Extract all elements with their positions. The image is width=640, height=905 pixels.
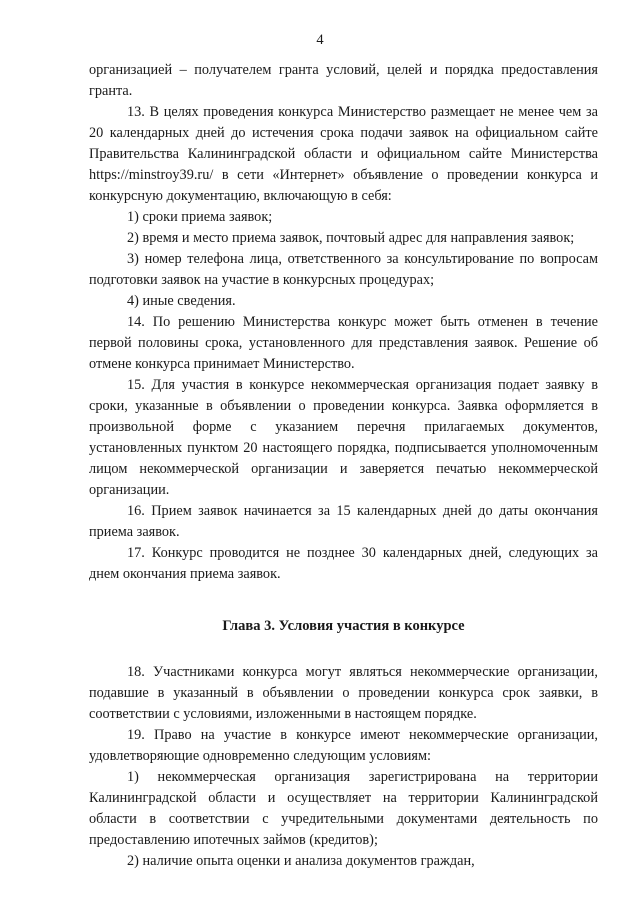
paragraph-p13-3: 3) номер телефона лица, ответственного за консультирование по вопросам подготовки заявок на участие в конкурсных процедурах; xyxy=(89,251,598,288)
paragraph-p15: 15. Для участия в конкурсе некоммерческая организация подает заявку в сроки, указанные в объявлении о проведении конкурса. Заявка оформляется в произвольной форме с указанием перечня прилагаемых документов, установленных пунктом 20 настоящего порядка, подписывается уполномоченным лицом некоммерческой организации и заверяется печатью некоммерческой организации. xyxy=(89,377,598,498)
paragraph-p17: 17. Конкурс проводится не позднее 30 календарных дней, следующих за днем окончания приема заявок. xyxy=(89,545,598,582)
paragraph-p14: 14. По решению Министерства конкурс может быть отменен в течение первой половины срока, установленного для представления заявок. Решение об отмене конкурса принимает Министерство. xyxy=(89,314,598,372)
paragraph-p-cont: организацией – получателем гранта условий, целей и порядка предоставления гранта. xyxy=(89,62,598,99)
paragraph-p13-2: 2) время и место приема заявок, почтовый адрес для направления заявок; xyxy=(127,230,575,246)
paragraph-p16: 16. Прием заявок начинается за 15 календарных дней до даты окончания приема заявок. xyxy=(89,503,598,540)
paragraph-p13-4: 4) иные сведения. xyxy=(127,293,236,309)
paragraph-p13-1: 1) сроки приема заявок; xyxy=(127,209,273,225)
document-body xyxy=(89,60,598,872)
paragraph-p19: 19. Право на участие в конкурсе имеют некоммерческие организации, удовлетворяющие одновременно следующим условиям: xyxy=(89,727,598,764)
paragraph-p19-1: 1) некоммерческая организация зарегистрирована на территории Калининградской области и осуществляет на территории Калининградской области в соответствии с учредительными документами деятельность по предоставлению ипотечных займов (кредитов); xyxy=(89,769,598,848)
paragraph-p19-2: 2) наличие опыта оценки и анализа документов граждан, xyxy=(127,853,475,869)
paragraph-p18: 18. Участниками конкурса могут являться некоммерческие организации, подавшие в указанный в объявлении о проведении конкурса срок заявки, в соответствии с условиями, изложенными в настоящем порядке. xyxy=(89,664,598,722)
paragraph-p13: 13. В целях проведения конкурса Министерство размещает не менее чем за 20 календарных дней до истечения срока подачи заявок на официальном сайте Правительства Калининградской области и официальном сайте Министерства https://minstroy39.ru/ в сети «Интернет» объявление о проведении конкурса и конкурсную документацию, включающую в себя: xyxy=(89,104,598,204)
chapter-heading: Глава 3. Условия участия в конкурсе xyxy=(222,618,465,634)
paragraphs-before-heading xyxy=(89,60,598,585)
page-number: 4 xyxy=(316,32,324,48)
paragraphs-after-heading xyxy=(89,662,598,872)
